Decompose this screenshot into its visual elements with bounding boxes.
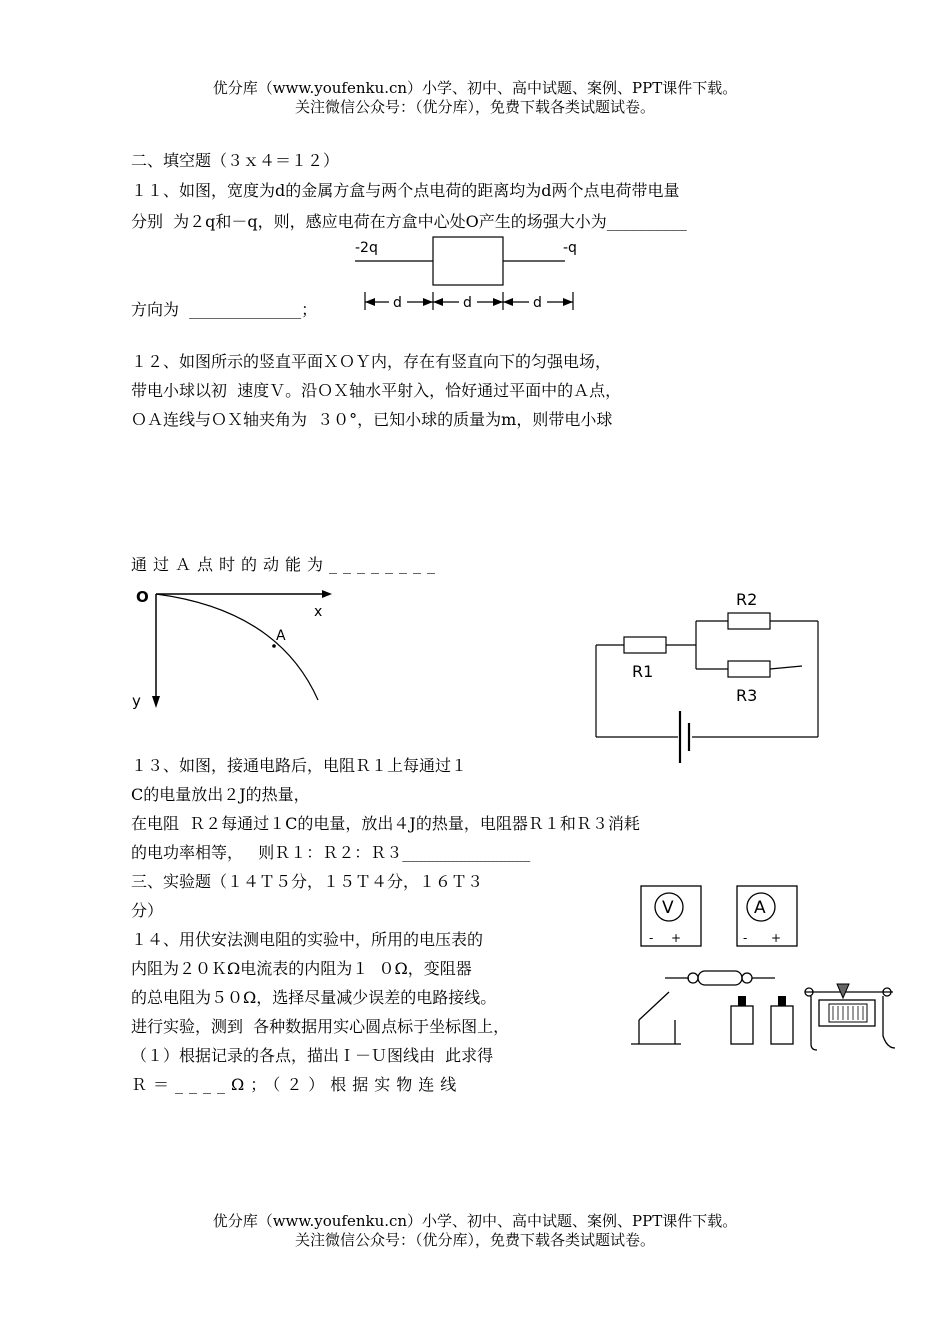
resistor-body	[698, 971, 742, 985]
section3-title-2: 分）	[131, 901, 164, 920]
q12-line-2: 带电小球以初 速度Ｖ。沿ＯＸ轴水平射入，恰好通过平面中的Ａ点，	[131, 381, 622, 400]
y-axis-arrow	[152, 696, 160, 708]
ammeter-plus: +	[771, 931, 782, 945]
resistor-terminal-right	[742, 973, 752, 983]
ammeter-symbol: A	[754, 898, 766, 918]
section3-title-1: 三、实验题（１４Ｔ５分，１５Ｔ４分，１６Ｔ３	[131, 872, 484, 891]
q14-line-4: 进行实验，测到 各种数据用实心圆点标于坐标图上，	[131, 1017, 510, 1036]
dim-arrow-6	[563, 298, 573, 306]
q14-line-6: Ｒ＝____Ω；（２）根据实物连线	[131, 1075, 463, 1094]
q13-line-3: 在电阻 Ｒ２每通过１C的电量，放出４J的热量，电阻器Ｒ１和Ｒ３消耗	[131, 814, 640, 833]
battery-cell-2-terminal	[778, 996, 786, 1006]
origin-label: O	[136, 588, 149, 606]
left-charge-label: -2q	[355, 240, 378, 256]
q14-line-5: （１）根据记录的各点，描出Ｉ－Ｕ图线由 此求得	[131, 1046, 494, 1065]
resistor-terminal-left	[688, 973, 698, 983]
ammeter-minus: -	[743, 931, 748, 945]
dim-arrow-1	[365, 298, 375, 306]
circuit-figure	[590, 585, 825, 765]
q13-line-2: C的电量放出２J的热量，	[131, 785, 310, 804]
metal-box	[433, 237, 503, 285]
y-axis-label: y	[132, 692, 141, 710]
q13-line-1: １３、如图，接通电路后，电阻Ｒ１上每通过１	[131, 756, 468, 775]
q12-line-4: 通过Ａ点时的动能为________	[131, 555, 442, 574]
r2-label: R2	[736, 590, 758, 609]
switch-blade	[639, 992, 669, 1020]
x-axis-arrow	[322, 590, 332, 598]
q14-line-3: 的总电阻为５０Ω，选择尽量减少误差的电路接线。	[131, 988, 497, 1007]
dim-arrow-4	[493, 298, 503, 306]
voltmeter-symbol: V	[662, 898, 674, 918]
r3-resistor	[728, 661, 770, 677]
apparatus-figure	[625, 880, 897, 1055]
trajectory-curve	[156, 594, 318, 700]
r1-resistor	[624, 637, 666, 653]
footer-line-1: 优分库（www.youfenku.cn）小学、初中、高中试题、案例、PPT课件下载。	[212, 1212, 738, 1230]
q12-figure	[128, 582, 338, 712]
x-axis-label: x	[314, 604, 323, 620]
wire-r3-right	[770, 666, 802, 669]
point-a-label: A	[276, 628, 286, 644]
dim-label-1: d	[393, 295, 402, 311]
r3-label: R3	[736, 686, 758, 705]
point-a	[272, 644, 276, 648]
dim-arrow-5	[503, 298, 513, 306]
dim-label-3: d	[533, 295, 542, 311]
header-line-1: 优分库（www.youfenku.cn）小学、初中、高中试题、案例、PPT课件下载。	[212, 79, 738, 97]
q12-line-3: ＯＡ连线与ＯＸ轴夹角为 ３０°，已知小球的质量为m，则带电小球	[131, 410, 613, 429]
battery-cell-2	[771, 1006, 793, 1044]
voltmeter-minus: -	[649, 931, 654, 945]
footer-line-2: 关注微信公众号：（优分库），免费下载各类试题试卷。	[294, 1231, 655, 1249]
section2-title: 二、填空题（３ｘ４＝１２）	[131, 151, 340, 170]
voltmeter-plus: +	[671, 931, 682, 945]
r2-resistor	[728, 613, 770, 629]
q14-line-2: 内阻为２０ＫΩ电流表的内阻为１ ０Ω，变阻器	[131, 959, 472, 978]
header-line-2: 关注微信公众号：（优分库），免费下载各类试题试卷。	[294, 98, 655, 116]
q11-line-3: 方向为 ______________；	[131, 300, 318, 319]
rheostat-slider	[837, 984, 849, 998]
rheostat-stand-left	[811, 996, 817, 1050]
q11-line-2: 分别 为２q和－q，则，感应电荷在方盒中心处O产生的场强大小为__________	[131, 212, 687, 231]
dim-label-2: d	[463, 295, 472, 311]
q12-line-1: １２、如图所示的竖直平面ＸＯＹ内，存在有竖直向下的匀强电场，	[131, 352, 612, 371]
q11-line-1: １１、如图，宽度为d的金属方盒与两个点电荷的距离均为d两个点电荷带电量	[131, 181, 680, 200]
q11-figure	[345, 230, 595, 315]
dim-arrow-3	[433, 298, 443, 306]
dim-arrow-2	[423, 298, 433, 306]
q14-line-1: １４、用伏安法测电阻的实验中，所用的电压表的	[131, 930, 484, 949]
q13-line-4: 的电功率相等， 则Ｒ１：Ｒ２：Ｒ３________________	[131, 843, 531, 862]
battery-cell-1	[731, 1006, 753, 1044]
rheostat-stand-right	[883, 996, 895, 1048]
battery-cell-1-terminal	[738, 996, 746, 1006]
right-charge-label: -q	[563, 240, 577, 256]
r1-label: R1	[632, 662, 654, 681]
